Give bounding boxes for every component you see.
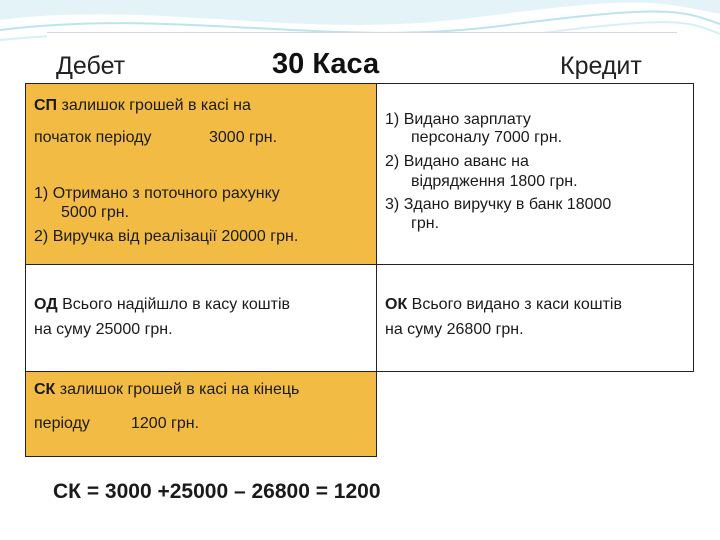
credit-item-1-text: Видано зарплату [403,111,531,128]
credit-expenses-cell [376,83,694,265]
closing-text: залишок грошей в касі на кінець [59,381,300,398]
credit-item-3 [385,195,611,214]
debit-item-2 [34,227,298,246]
credit-item-3-num: 3) [385,196,400,213]
credit-turnover-text: Всього видано з каси коштів [411,296,622,313]
debit-item-1-num: 1) [34,185,49,202]
debit-turnover-text: Всього надійшло в касу коштів [62,296,291,313]
credit-label: Кредит [560,52,642,80]
closing-amount: 1200 грн. [131,415,200,432]
credit-item-3-text: Здано виручку в банк 18000 [403,196,612,213]
credit-item-1 [385,110,531,129]
debit-item-1 [34,184,280,203]
closing-code: СК [34,381,56,398]
opening-period-label: початок періоду [34,129,152,146]
credit-item-2 [385,152,529,171]
debit-turnover-line2: на суму 25000 грн. [34,321,173,338]
credit-turnover-code: ОК [385,296,408,313]
debit-receipts-cell [25,83,377,265]
opening-balance-line [34,96,251,115]
credit-item-2-num: 2) [385,153,400,170]
debit-turnover-cell [25,264,377,372]
debit-item-1-amount: 5000 грн. [61,204,130,221]
debit-item-2-text: Виручка від реалізації 20000 грн. [52,228,299,245]
credit-turnover-cell [376,264,694,372]
opening-text: залишок грошей в касі на [61,97,251,114]
closing-balance-formula: СК = 3000 +25000 – 26800 = 1200 [53,480,381,503]
credit-item-2-amount: відрядження 1800 грн. [411,173,578,190]
opening-code: СП [34,97,58,114]
credit-turnover-line1 [385,295,622,314]
credit-item-3-amount: грн. [411,215,440,232]
debit-item-2-num: 2) [34,228,49,245]
credit-item-1-num: 1) [385,111,400,128]
credit-item-1-amount: персоналу 7000 грн. [411,129,563,146]
debit-item-1-text: Отримано з поточного рахунку [52,185,280,202]
debit-turnover-code: ОД [34,296,58,313]
closing-balance-cell [25,371,377,457]
credit-turnover-line2: на суму 26800 грн. [385,321,524,338]
closing-line1 [34,380,299,399]
closing-period-label: періоду [34,415,90,432]
account-title: 30 Каса [272,48,380,80]
debit-turnover-line1 [34,295,290,314]
opening-amount: 3000 грн. [209,129,278,146]
credit-item-2-text: Видано аванс на [403,153,529,170]
debit-label: Дебет [56,52,126,80]
